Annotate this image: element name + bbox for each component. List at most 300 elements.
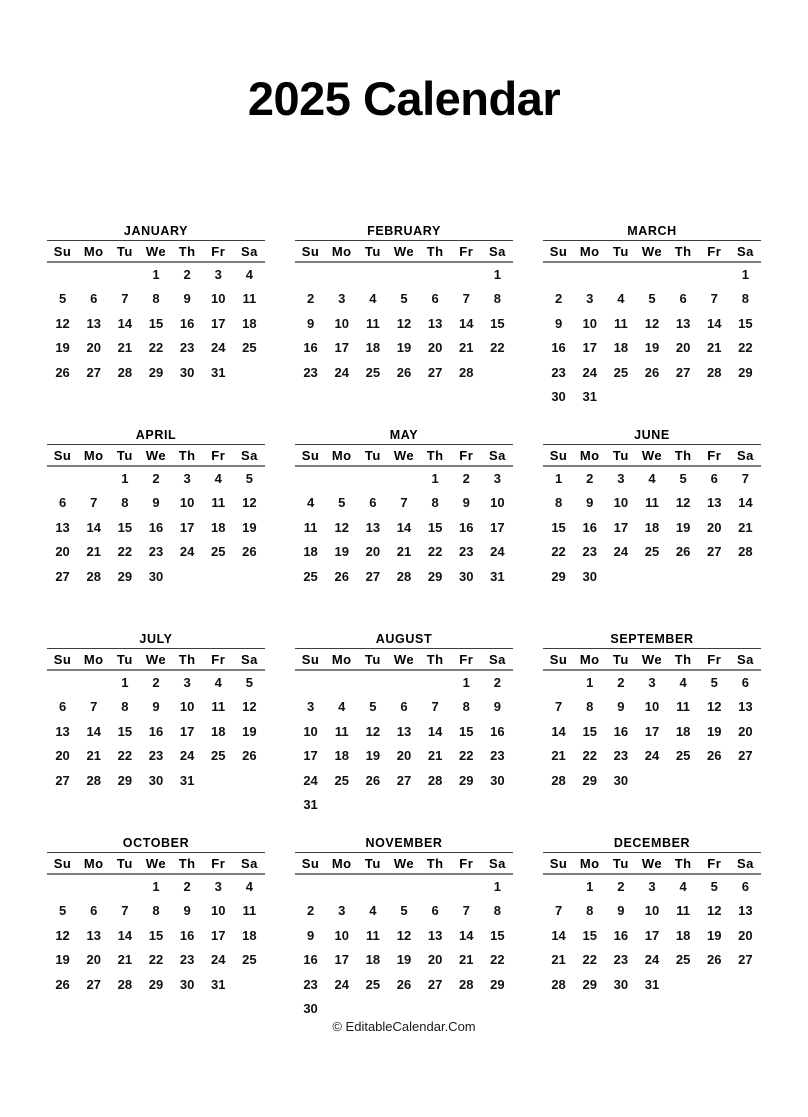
day-cell: 31 xyxy=(644,976,660,992)
day-cell-empty xyxy=(78,671,109,695)
day-cell-empty xyxy=(543,875,574,899)
day-header-th: Th xyxy=(426,651,444,667)
day-cell: 10 xyxy=(334,315,349,331)
day-cell: 1 xyxy=(121,675,129,690)
day-cell: 13 xyxy=(427,927,443,943)
day-cell: 27 xyxy=(396,772,412,788)
month-dates xyxy=(47,263,265,385)
day-header-sa: Sa xyxy=(240,855,258,871)
day-cell: 3 xyxy=(586,291,594,307)
day-cell-empty xyxy=(451,997,482,1021)
day-cell: 8 xyxy=(741,291,750,307)
day-cell: 9 xyxy=(306,315,315,331)
day-cell: 15 xyxy=(490,927,505,943)
week-row xyxy=(295,924,513,948)
day-cell: 31 xyxy=(303,796,318,812)
week-row xyxy=(47,973,265,997)
day-header-fr: Fr xyxy=(707,243,722,259)
day-cell: 19 xyxy=(365,748,381,764)
day-header-we: We xyxy=(145,855,167,871)
day-cell: 22 xyxy=(490,340,505,356)
day-cell: 11 xyxy=(242,903,257,919)
day-cell: 18 xyxy=(334,748,349,764)
day-header-we: We xyxy=(393,651,415,667)
month-dates xyxy=(295,263,513,385)
day-cell: 14 xyxy=(117,315,133,331)
day-header-su: Su xyxy=(549,651,568,667)
month-dates xyxy=(47,671,265,793)
day-cell: 12 xyxy=(707,903,722,919)
day-cell: 12 xyxy=(396,315,412,331)
day-cell: 14 xyxy=(86,519,101,535)
day-cell: 9 xyxy=(183,291,191,307)
day-cell: 22 xyxy=(738,340,753,356)
day-cell: 4 xyxy=(648,471,656,486)
day-cell: 19 xyxy=(675,519,691,535)
day-cell: 26 xyxy=(55,364,70,380)
month-dates xyxy=(543,263,761,409)
day-cell: 3 xyxy=(306,699,315,715)
day-cell: 26 xyxy=(334,568,349,584)
day-cell-empty xyxy=(451,263,482,287)
day-cell: 16 xyxy=(582,519,597,535)
week-row xyxy=(543,287,761,311)
weekday-header-row xyxy=(47,444,265,467)
day-cell: 16 xyxy=(459,519,474,535)
day-cell: 7 xyxy=(741,471,750,486)
weekday-header-row xyxy=(295,648,513,671)
day-cell: 26 xyxy=(55,976,70,992)
day-cell: 10 xyxy=(334,927,349,943)
day-cell: 23 xyxy=(179,952,195,968)
day-cell: 3 xyxy=(183,675,191,690)
day-cell: 17 xyxy=(211,927,226,943)
day-header-mo: Mo xyxy=(331,447,352,463)
day-cell: 24 xyxy=(179,544,195,560)
weekday-header-row xyxy=(543,240,761,263)
day-cell: 13 xyxy=(738,903,753,919)
day-cell: 14 xyxy=(396,519,412,535)
day-cell: 3 xyxy=(617,471,625,486)
day-cell: 2 xyxy=(617,879,625,894)
day-header-th: Th xyxy=(674,447,692,463)
day-cell-empty xyxy=(482,997,513,1021)
day-cell: 22 xyxy=(148,952,164,968)
week-row xyxy=(295,769,513,793)
day-cell: 6 xyxy=(90,291,98,307)
day-cell: 15 xyxy=(117,723,133,739)
day-cell: 20 xyxy=(707,519,722,535)
day-cell-empty xyxy=(357,671,388,695)
day-cell: 15 xyxy=(459,723,474,739)
day-header-su: Su xyxy=(53,651,72,667)
day-cell: 23 xyxy=(179,340,195,356)
day-cell-empty xyxy=(482,793,513,817)
day-header-th: Th xyxy=(426,243,444,259)
day-cell: 16 xyxy=(303,340,318,356)
day-cell: 8 xyxy=(493,903,502,919)
day-cell: 17 xyxy=(303,748,318,764)
day-cell: 16 xyxy=(490,723,505,739)
day-header-sa: Sa xyxy=(736,651,754,667)
day-cell-empty xyxy=(420,263,451,287)
week-row xyxy=(543,744,761,768)
day-cell: 13 xyxy=(365,519,381,535)
week-row xyxy=(543,491,761,515)
day-cell: 26 xyxy=(707,952,722,968)
week-row xyxy=(543,948,761,972)
day-cell: 20 xyxy=(86,952,101,968)
day-cell: 29 xyxy=(117,568,133,584)
day-cell: 10 xyxy=(303,723,318,739)
day-cell: 25 xyxy=(675,748,691,764)
day-cell: 24 xyxy=(211,340,226,356)
day-header-th: Th xyxy=(674,651,692,667)
day-cell: 18 xyxy=(242,315,257,331)
day-cell: 28 xyxy=(707,364,722,380)
week-row xyxy=(543,720,761,744)
day-cell: 16 xyxy=(179,927,195,943)
day-header-we: We xyxy=(641,651,663,667)
month-march xyxy=(543,222,761,426)
day-cell-empty xyxy=(699,385,730,409)
day-cell: 3 xyxy=(648,879,656,894)
day-cell: 11 xyxy=(211,495,226,511)
week-row xyxy=(47,695,265,719)
day-cell: 24 xyxy=(179,748,195,764)
month-october xyxy=(47,834,265,1038)
day-cell: 17 xyxy=(644,927,660,943)
day-cell: 20 xyxy=(427,340,443,356)
week-row xyxy=(543,695,761,719)
day-cell: 1 xyxy=(121,471,129,486)
day-cell: 9 xyxy=(183,903,191,919)
day-cell: 15 xyxy=(551,519,566,535)
day-cell: 26 xyxy=(396,976,412,992)
day-cell-empty xyxy=(388,793,419,817)
day-cell: 28 xyxy=(427,772,443,788)
month-april xyxy=(47,426,265,630)
day-cell: 8 xyxy=(462,699,470,715)
day-cell-empty xyxy=(47,263,78,287)
day-cell: 21 xyxy=(551,748,566,764)
day-cell: 19 xyxy=(242,723,257,739)
day-header-fr: Fr xyxy=(211,243,226,259)
day-header-fr: Fr xyxy=(707,447,722,463)
day-cell-empty xyxy=(109,263,140,287)
day-cell: 4 xyxy=(214,471,222,486)
day-header-tu: Tu xyxy=(116,855,133,871)
day-cell: 2 xyxy=(617,675,625,690)
day-header-fr: Fr xyxy=(459,447,474,463)
day-header-su: Su xyxy=(549,447,568,463)
day-cell: 18 xyxy=(303,544,318,560)
month-february xyxy=(295,222,513,426)
day-cell: 14 xyxy=(707,315,722,331)
day-cell: 7 xyxy=(121,903,129,919)
day-header-mo: Mo xyxy=(579,447,600,463)
day-cell-empty xyxy=(357,263,388,287)
day-header-fr: Fr xyxy=(459,651,474,667)
day-cell: 21 xyxy=(459,340,474,356)
day-cell-empty xyxy=(699,263,730,287)
day-cell: 12 xyxy=(396,927,412,943)
day-header-mo: Mo xyxy=(579,651,600,667)
day-cell: 22 xyxy=(148,340,164,356)
day-cell-empty xyxy=(295,467,326,491)
day-header-mo: Mo xyxy=(331,243,352,259)
day-cell: 10 xyxy=(179,699,195,715)
day-cell: 10 xyxy=(644,699,660,715)
week-row xyxy=(47,361,265,385)
day-cell-empty xyxy=(605,385,636,409)
day-cell-empty xyxy=(730,973,761,997)
day-cell-empty xyxy=(172,565,203,589)
day-cell: 21 xyxy=(117,952,133,968)
month-title: JANUARY xyxy=(123,224,189,238)
day-cell-empty xyxy=(326,997,357,1021)
day-header-mo: Mo xyxy=(83,651,104,667)
day-cell: 15 xyxy=(427,519,443,535)
day-cell: 12 xyxy=(242,699,257,715)
day-cell: 21 xyxy=(86,544,101,560)
day-cell-empty xyxy=(605,263,636,287)
day-cell: 14 xyxy=(459,315,474,331)
day-cell: 11 xyxy=(676,903,690,919)
day-cell: 30 xyxy=(148,772,164,788)
weekday-header-row xyxy=(47,240,265,263)
week-row xyxy=(295,875,513,899)
week-row xyxy=(295,491,513,515)
day-cell-empty xyxy=(47,467,78,491)
day-cell: 14 xyxy=(551,927,566,943)
day-header-mo: Mo xyxy=(83,855,104,871)
day-cell: 6 xyxy=(679,291,687,307)
day-cell-empty xyxy=(388,263,419,287)
day-cell: 1 xyxy=(493,879,502,894)
month-title: APRIL xyxy=(135,428,177,442)
day-cell: 11 xyxy=(242,291,257,307)
month-july xyxy=(47,630,265,834)
day-cell: 27 xyxy=(675,364,691,380)
day-header-we: We xyxy=(393,447,415,463)
month-dates xyxy=(543,875,761,997)
day-cell: 24 xyxy=(644,748,660,764)
day-cell: 19 xyxy=(242,519,257,535)
day-cell-empty xyxy=(636,263,667,287)
week-row xyxy=(47,336,265,360)
day-cell: 5 xyxy=(338,495,346,511)
day-cell-empty xyxy=(543,263,574,287)
day-cell-empty xyxy=(326,875,357,899)
day-cell: 18 xyxy=(675,927,691,943)
day-cell: 9 xyxy=(462,495,470,511)
month-dates xyxy=(543,467,761,589)
day-cell: 3 xyxy=(214,879,222,894)
day-cell: 31 xyxy=(582,388,597,404)
day-cell: 28 xyxy=(459,976,474,992)
day-cell: 28 xyxy=(551,976,566,992)
day-header-we: We xyxy=(145,447,167,463)
day-cell: 11 xyxy=(211,699,226,715)
week-row xyxy=(543,875,761,899)
day-cell-empty xyxy=(730,769,761,793)
day-cell: 21 xyxy=(459,952,474,968)
year-calendar-grid xyxy=(47,222,761,1038)
day-header-su: Su xyxy=(301,243,320,259)
day-cell: 28 xyxy=(117,364,133,380)
day-cell: 3 xyxy=(183,471,191,486)
week-row xyxy=(47,899,265,923)
day-cell: 6 xyxy=(710,471,718,486)
day-cell: 1 xyxy=(586,675,594,690)
day-cell: 25 xyxy=(365,364,381,380)
day-header-tu: Tu xyxy=(116,651,133,667)
month-september xyxy=(543,630,761,834)
day-cell: 13 xyxy=(427,315,443,331)
day-cell: 23 xyxy=(459,544,474,560)
day-header-th: Th xyxy=(178,855,196,871)
day-cell: 25 xyxy=(211,544,226,560)
day-cell: 5 xyxy=(710,675,718,690)
day-cell: 27 xyxy=(55,568,70,584)
day-cell: 25 xyxy=(242,952,257,968)
day-cell: 3 xyxy=(214,267,222,282)
day-cell: 25 xyxy=(644,544,660,560)
day-cell-empty xyxy=(326,793,357,817)
day-cell: 8 xyxy=(431,495,439,511)
day-cell: 28 xyxy=(459,364,474,380)
day-header-tu: Tu xyxy=(364,447,381,463)
week-row xyxy=(543,263,761,287)
day-cell: 20 xyxy=(738,927,753,943)
day-header-tu: Tu xyxy=(612,447,629,463)
week-row xyxy=(295,565,513,589)
week-row xyxy=(295,287,513,311)
day-cell: 30 xyxy=(179,364,195,380)
day-cell: 10 xyxy=(644,903,660,919)
day-cell: 30 xyxy=(303,1000,318,1016)
day-header-sa: Sa xyxy=(240,651,258,667)
day-cell-empty xyxy=(636,385,667,409)
week-row xyxy=(543,973,761,997)
week-row xyxy=(47,287,265,311)
week-row xyxy=(295,899,513,923)
day-cell: 13 xyxy=(675,315,691,331)
week-row xyxy=(295,948,513,972)
day-cell: 4 xyxy=(214,675,222,690)
day-cell: 5 xyxy=(400,291,408,307)
day-cell: 29 xyxy=(490,976,505,992)
day-cell: 15 xyxy=(582,723,597,739)
day-cell: 27 xyxy=(86,364,101,380)
day-cell: 11 xyxy=(303,519,318,535)
day-cell-empty xyxy=(47,671,78,695)
day-cell-empty xyxy=(234,973,265,997)
day-cell: 26 xyxy=(644,364,660,380)
week-row xyxy=(47,467,265,491)
day-cell-empty xyxy=(636,769,667,793)
day-cell-empty xyxy=(234,565,265,589)
day-cell: 6 xyxy=(741,879,750,894)
day-cell: 25 xyxy=(334,772,349,788)
day-cell: 27 xyxy=(427,364,443,380)
day-cell: 4 xyxy=(245,267,254,282)
day-cell: 5 xyxy=(679,471,687,486)
day-cell: 10 xyxy=(613,495,629,511)
week-row xyxy=(47,924,265,948)
day-cell: 24 xyxy=(613,544,629,560)
day-header-su: Su xyxy=(301,651,320,667)
day-cell: 9 xyxy=(617,699,625,715)
day-cell: 28 xyxy=(117,976,133,992)
day-cell: 12 xyxy=(55,927,70,943)
day-cell-empty xyxy=(357,997,388,1021)
day-cell: 15 xyxy=(117,519,133,535)
day-cell: 30 xyxy=(551,388,566,404)
day-cell: 21 xyxy=(86,748,101,764)
day-cell: 1 xyxy=(152,267,160,282)
month-november xyxy=(295,834,513,1038)
day-cell: 17 xyxy=(334,340,349,356)
day-cell: 18 xyxy=(365,952,381,968)
week-row xyxy=(295,997,513,1021)
day-cell: 8 xyxy=(121,699,129,715)
day-header-su: Su xyxy=(549,855,568,871)
week-row xyxy=(543,467,761,491)
day-cell-empty xyxy=(47,875,78,899)
day-cell: 1 xyxy=(493,267,502,282)
month-august xyxy=(295,630,513,834)
day-cell: 20 xyxy=(675,340,691,356)
day-cell: 30 xyxy=(582,568,597,584)
day-cell: 1 xyxy=(554,471,563,486)
day-cell-empty xyxy=(699,769,730,793)
weekday-header-row xyxy=(543,852,761,875)
day-cell: 15 xyxy=(490,315,505,331)
day-header-sa: Sa xyxy=(488,447,506,463)
month-title: NOVEMBER xyxy=(365,836,443,850)
day-header-su: Su xyxy=(53,855,72,871)
day-cell: 6 xyxy=(431,903,439,919)
day-cell: 5 xyxy=(710,879,718,894)
month-dates xyxy=(295,467,513,589)
day-cell: 28 xyxy=(551,772,566,788)
day-cell: 21 xyxy=(427,748,443,764)
day-header-th: Th xyxy=(674,855,692,871)
day-cell-empty xyxy=(668,565,699,589)
day-header-tu: Tu xyxy=(612,651,629,667)
day-cell-empty xyxy=(605,565,636,589)
day-header-we: We xyxy=(393,243,415,259)
day-cell: 23 xyxy=(613,748,629,764)
day-cell: 28 xyxy=(86,568,101,584)
month-title: SEPTEMBER xyxy=(610,632,694,646)
week-row xyxy=(295,467,513,491)
day-cell-empty xyxy=(357,467,388,491)
day-cell: 10 xyxy=(582,315,597,331)
day-cell: 17 xyxy=(179,519,195,535)
day-cell: 18 xyxy=(242,927,257,943)
month-dates xyxy=(47,875,265,997)
day-cell: 15 xyxy=(582,927,597,943)
day-cell: 20 xyxy=(55,748,70,764)
day-cell: 23 xyxy=(303,364,318,380)
day-cell: 23 xyxy=(148,544,164,560)
day-cell: 7 xyxy=(710,291,718,307)
week-row xyxy=(543,540,761,564)
day-header-sa: Sa xyxy=(736,855,754,871)
